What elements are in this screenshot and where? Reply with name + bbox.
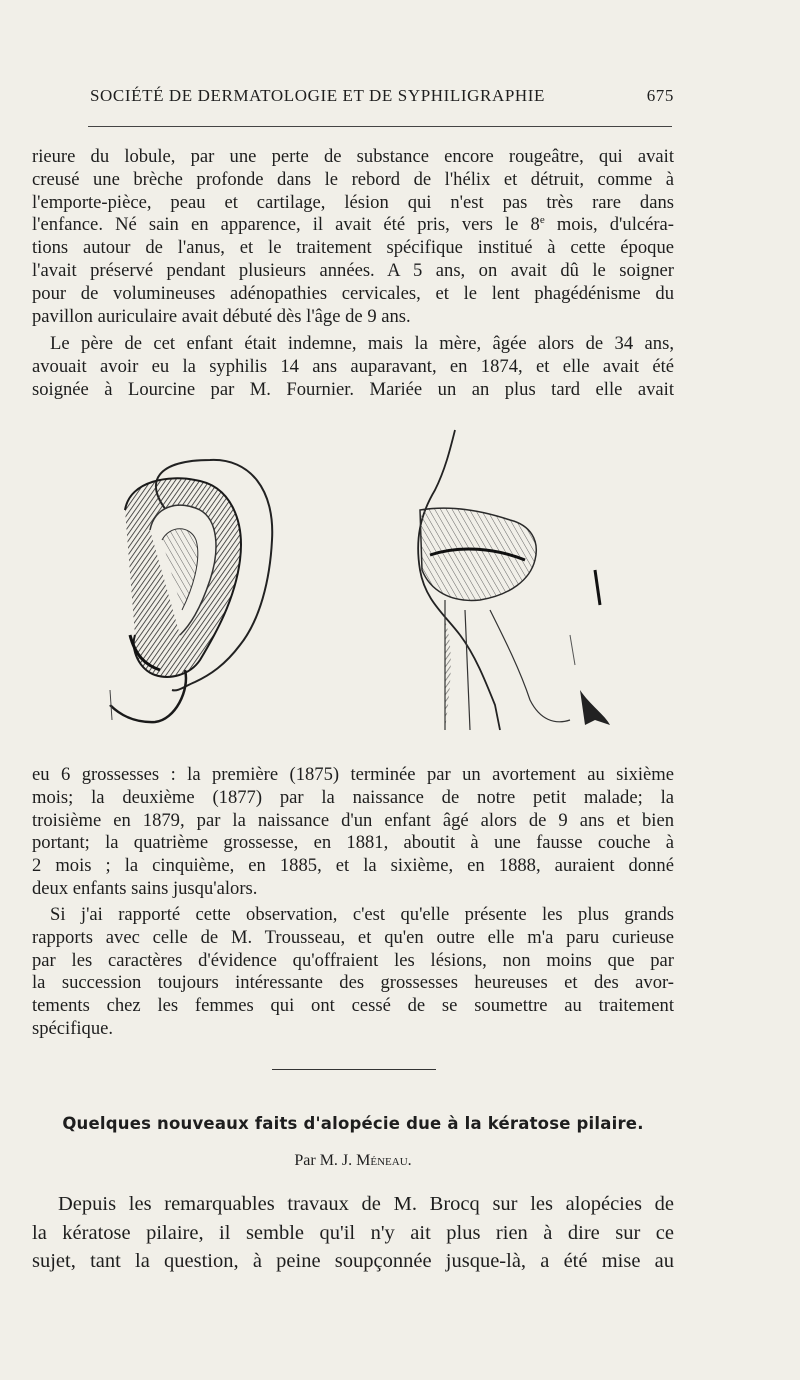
paragraph-conclusion [32,904,674,1041]
text-line: pour de volumineuses adénopathies cervicales, et le lent phagédénisme du [32,282,674,304]
text-line: eu 6 grossesses : la première (1875) terminée par un avortement au sixième [32,764,674,785]
text-line: spécifique. [32,1017,114,1039]
byline-author: Méneau [356,1152,408,1169]
text-line: l'avait préservé pendant plusieurs années. A 5 ans, on avait dû le soigner [32,259,674,281]
page-number: 675 [646,86,674,105]
text-line: rapports avec celle de M. Trousseau, et qu'en outre elle m'a paru curieuse [32,926,674,948]
running-head-title: SOCIÉTÉ DE DERMATOLOGIE ET DE SYPHILIGRAPHIE [90,86,546,105]
text-line: Depuis les remarquables travaux de M. Brocq sur les alopécies de [58,1193,674,1215]
text-line: deux enfants sains jusqu'alors. [32,877,258,899]
text-line: la kératose pilaire, il semble qu'il n'y ait plus rien à dire sur ce [32,1221,674,1244]
text-line: la succession toujours intéressante des grossesses heureuses et des avor- [32,972,674,994]
byline [32,1152,674,1170]
text-line: 2 mois ; la cinquième, en 1885, et la sixième, en 1888, auraient donné [32,855,674,877]
text-line: sujet, tant la question, à peine soupçonnée jusque-là, a été mise au [32,1250,674,1273]
text-line: creusé une brèche profonde dans le rebord de l'hélix et détruit, comme à [32,168,674,190]
text-line: Le père de cet enfant était indemne, mais la mère, âgée alors de 34 ans, [50,333,674,354]
header-rule [88,126,672,127]
text-line: troisième en 1879, par la naissance d'un enfant âgé alors de 9 ans et bien [32,809,674,831]
figure-ear-illustration [100,420,630,750]
article-intro [32,1190,674,1276]
running-head [90,86,674,106]
byline-prefix: Par M. J. [294,1152,357,1169]
paragraph-lobule [32,146,674,328]
text-line: tions autour de l'anus, et le traitement spécifique institué à cette époque [32,237,674,259]
paragraph-pregnancies [32,764,674,901]
text-fragment: l'enfance. Né sain en apparence, il avait été pris, vers le 8 [32,214,540,236]
article-title: Quelques nouveaux faits d'alopécie due à la kératose pilaire. [62,1114,644,1133]
text-line-with-superscript [32,214,674,237]
face-profile-drawing [418,430,610,730]
text-line: pavillon auriculaire avait débuté dès l'âge de 9 ans. [32,305,411,327]
text-line: portant; la quatrième grossesse, en 1881, aboutit à une fausse couche à [32,832,674,854]
text-line: rieure du lobule, par une perte de substance encore rougeâtre, qui avait [32,146,674,167]
text-fragment: mois, d'ulcéra- [544,214,674,236]
text-line: Si j'ai rapporté cette observation, c'est qu'elle présente les plus grands [50,904,674,925]
text-line: soignée à Lourcine par M. Fournier. Mariée un an plus tard elle avait [32,378,674,400]
ear-drawing [110,460,272,722]
paragraph-father [32,333,674,401]
byline-suffix: . [407,1152,412,1169]
text-line: l'emporte-pièce, peau et cartilage, lésion qui n'est pas très rare dans [32,191,674,213]
text-line: tements chez les femmes qui ont cessé de se soumettre au traitement [32,995,674,1017]
text-line: avouait avoir eu la syphilis 14 ans auparavant, en 1874, et elle avait été [32,355,674,377]
text-line: par les caractères d'évidence qu'offraient les lésions, non moins que par [32,949,674,971]
superscript: e [539,214,545,227]
text-line: mois; la deuxième (1877) par la naissance de notre petit malade; la [32,786,674,808]
section-separator [272,1069,436,1070]
